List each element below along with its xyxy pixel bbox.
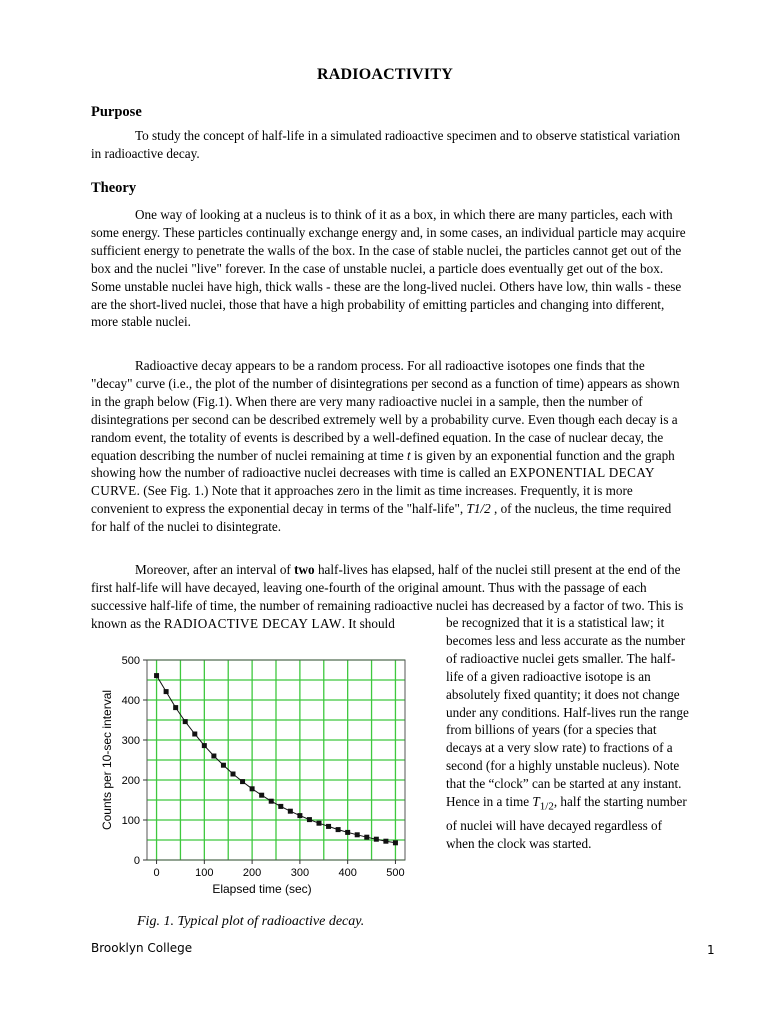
x-axis-label: Elapsed time (sec) [212, 882, 312, 896]
page-title: RADIOACTIVITY [317, 66, 453, 83]
x-tick-label: 400 [338, 867, 357, 879]
y-axis-label: Counts per 10-sec interval [100, 689, 114, 831]
x-tick-label: 200 [242, 867, 262, 879]
data-point [164, 689, 169, 694]
data-point [183, 719, 188, 724]
data-point [173, 705, 178, 710]
data-point [211, 754, 216, 759]
x-tick-label: 0 [153, 867, 160, 879]
theory-paragraph-2: Radioactive decay appears to be a random process. For all radioactive isotopes one finds that the "decay" curve (i.e., the plot of the number of disintegrations per second as a function of time) appears as shown in the graph below (Fig.1). When there are very many radioactive nuclei in a sample, then the number of disintegrations per second can be described extremely well by a probability curve. Even though each decay is a random event, the totality of events is described by a well-defined equation. In the case of nuclear decay, the equation describing the number of nuclei remaining at time t is given by an exponential function and the graph showing how the number of radioactive nuclei decreases with time is called an EXPONENTIAL DECAY CURVE. (See Fig. 1.) Note that it approaches zero in the limit as time increases. Frequently, it is more convenient to express the exponential decay in terms of the "half-life", T1/2 , of the nucleus, the time required for half of the nuclei to disintegrate. [91, 358, 680, 535]
theory-paragraph-3: Moreover, after an interval of two half-lives has elapsed, half of the nuclei still present at the end of the first half-life will have decayed, leaving one-fourth of the original amount. Thus with the passage of each successive half-life of time, the number of remaining radioactive nuclei has decreased by a factor of two. This is known as the RADIOACTIVE DECAY LAW. It should [91, 562, 684, 631]
y-tick-label: 500 [121, 655, 140, 667]
figure-caption: Fig. 1. Typical plot of radioactive decay. [137, 914, 365, 929]
data-point [154, 673, 159, 678]
page-number: 1 [707, 943, 715, 957]
chart-axes [143, 660, 405, 864]
data-point [297, 813, 302, 818]
data-point [307, 817, 312, 822]
data-point [393, 840, 398, 845]
purpose-text: To study the concept of half-life in a simulated radioactive specimen and to observe statistical variation in radioactive decay. [91, 128, 681, 161]
data-point [269, 799, 274, 804]
data-point [259, 793, 264, 798]
chart-grid [147, 660, 405, 860]
data-point [192, 732, 197, 737]
theory-heading: Theory [91, 180, 137, 196]
x-tick-label: 100 [195, 867, 214, 879]
x-tick-label: 300 [290, 867, 310, 879]
data-point [288, 809, 293, 814]
purpose-heading: Purpose [91, 104, 142, 120]
data-point [221, 763, 226, 768]
data-point [250, 786, 255, 791]
data-point [278, 804, 283, 809]
theory-paragraph-1: One way of looking at a nucleus is to think of it as a box, in which there are many particles, each with some energy. These particles continually exchange energy and, in some cases, an individual particle may acquire sufficient energy to penetrate the walls of the box. In the case of stable nuclei, the particles cannot get out of the box and the nuclei "live" forever. In the case of unstable nuclei, a particle does eventually get out of the box. Some unstable nuclei have high, thick walls - these are the long-lived nuclei. Others have low, thin walls - these are the short-lived nuclei, those that have a high probability of emitting particles and changing into different, more stable nuclei. [91, 207, 686, 330]
half-life-symbol: T1/2 [466, 501, 491, 517]
data-point [326, 824, 331, 829]
data-point [240, 779, 245, 784]
data-point [374, 837, 379, 842]
y-tick-label: 100 [121, 815, 140, 827]
exponential-decay-curve-term: EXPONENTIAL DECAY CURVE [91, 465, 655, 499]
data-point [336, 827, 341, 832]
y-tick-label: 200 [121, 775, 140, 787]
data-point [202, 743, 207, 748]
y-tick-label: 300 [121, 735, 140, 747]
data-point [383, 839, 388, 844]
y-tick-label: 0 [133, 855, 140, 867]
decay-chart [95, 640, 415, 905]
radioactive-decay-law-term: RADIOACTIVE DECAY LAW [163, 615, 342, 631]
data-point [317, 821, 322, 826]
footer-institution: Brooklyn College [91, 941, 193, 955]
data-point [364, 835, 369, 840]
data-point [355, 832, 360, 837]
theory-paragraph-3-continued: be recognized that it is a statistical law; it becomes less and less accurate as the number of radioactive nuclei gets smaller. The half-life of a given radioactive isotope is an absolutely fixed quantity; it does not change under any conditions. Half-lives run the range from billions of years (for a species that decays at a very slow rate) to fractions of a second (for a highly unstable nucleus). Note that the “clock” can be started at any instant. Hence in a time $T_{1/2}$, half the starting number of nuclei will have decayed regardless of when the clock was started. [446, 615, 689, 851]
x-tick-label: 500 [386, 867, 405, 879]
data-point [345, 830, 350, 835]
data-point [231, 772, 236, 777]
y-tick-label: 400 [121, 695, 140, 707]
